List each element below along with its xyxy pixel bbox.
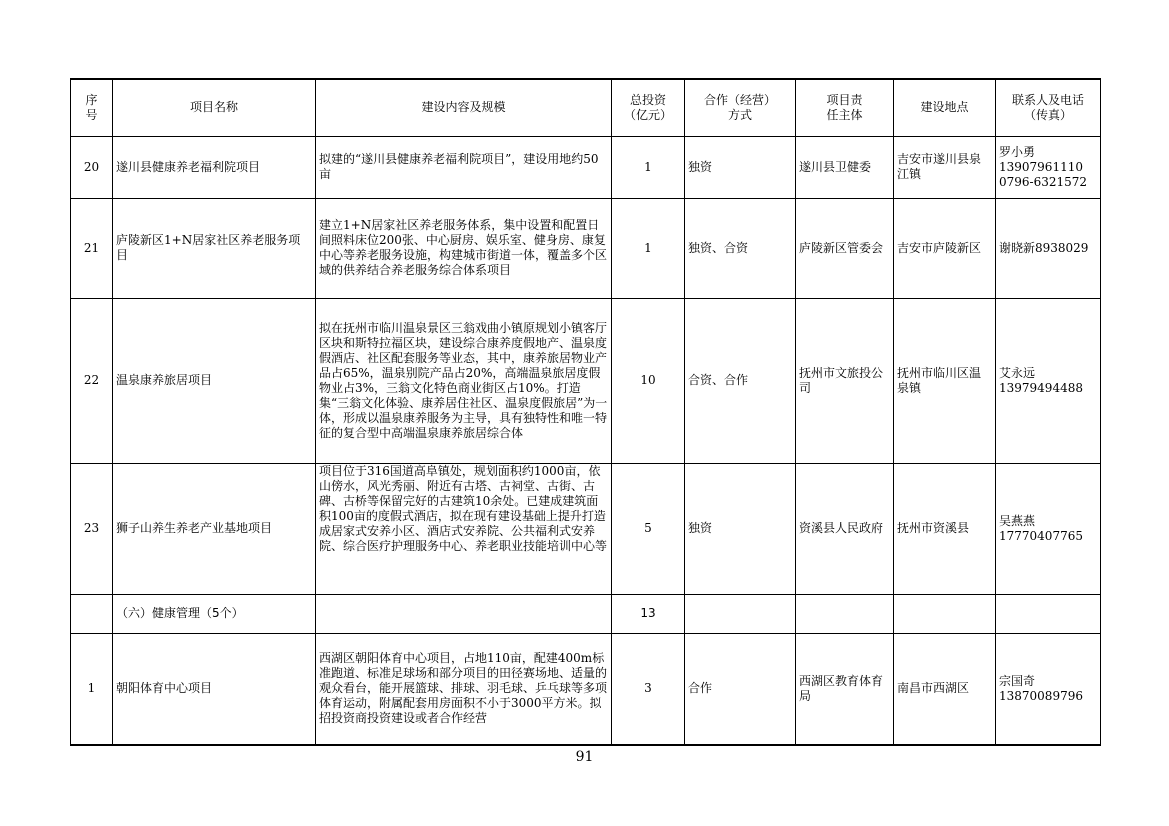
header-contact: 联系人及电话 （传真） <box>996 79 1101 136</box>
row-name: 庐陵新区1+N居家社区养老服务项目 <box>113 198 316 298</box>
row-name: 温泉康养旅居项目 <box>113 298 316 463</box>
row-coop: 独资 <box>685 136 796 198</box>
category-row <box>71 594 1101 633</box>
row-seq: 23 <box>71 463 113 594</box>
row-invest: 1 <box>612 198 685 298</box>
row-coop: 合资、合作 <box>685 298 796 463</box>
header-location: 建设地点 <box>894 79 996 136</box>
row-invest: 3 <box>612 633 685 745</box>
row-contact: 吴燕燕 17770407765 <box>996 463 1101 594</box>
row-seq: 21 <box>71 198 113 298</box>
row-name: 遂川县健康养老福利院项目 <box>113 136 316 198</box>
row-content <box>316 463 612 594</box>
row-location: 抚州市临川区温泉镇 <box>894 298 996 463</box>
header-invest: 总投资 （亿元） <box>612 79 685 136</box>
row-content: 西湖区朝阳体育中心项目，占地110亩，配建400m标准跑道、标准足球场和部分项目的田径赛场地、适量的观众看台，能开展篮球、排球、羽毛球、乒乓球等多项体育运动，附属配套用房面积不小于3000平方米。拟招投资商投资建设或者合作经营 <box>316 633 612 745</box>
row-seq: 22 <box>71 298 113 463</box>
table-row <box>71 463 1101 594</box>
row-seq: 20 <box>71 136 113 198</box>
row-content <box>316 298 612 463</box>
project-table <box>70 78 1101 746</box>
table-row <box>71 136 1101 198</box>
row-contact: 艾永远 13979494488 <box>996 298 1101 463</box>
row-coop: 合作 <box>685 633 796 745</box>
header-content: 建设内容及规模 <box>316 79 612 136</box>
table-row <box>71 633 1101 745</box>
row-invest: 1 <box>612 136 685 198</box>
row-location: 吉安市遂川县泉江镇 <box>894 136 996 198</box>
row-location: 吉安市庐陵新区 <box>894 198 996 298</box>
row-contact: 宗国奇 13870089796 <box>996 633 1101 745</box>
table-row <box>71 298 1101 463</box>
row-owner: 抚州市文旅投公司 <box>796 298 894 463</box>
row-content: 拟建的“遂川县健康养老福利院项目”，建设用地约50亩 <box>316 136 612 198</box>
row-content-text: 拟在抚州市临川温泉景区三翁戏曲小镇原规划小镇客厅区块和斯特拉福区块，建设综合康养度假地产、温泉度假酒店、社区配套服务等业态，其中，康养旅居物业产品占65%，温泉别院产品占20%，高端温泉旅居度假物业占3%，三翁文化特色商业街区占10%。打造集“三翁文化体验、康养居住社区、温泉度假旅居”为一体，形成以温泉康养服务为主导，具有独特性和唯一特征的复合型中高端温泉康养旅居综合体 <box>319 320 608 440</box>
category-coop <box>685 594 796 633</box>
row-owner: 资溪县人民政府 <box>796 463 894 594</box>
row-location: 南昌市西湖区 <box>894 633 996 745</box>
row-location: 抚州市资溪县 <box>894 463 996 594</box>
category-owner <box>796 594 894 633</box>
page-number: 91 <box>575 749 594 765</box>
row-invest: 10 <box>612 298 685 463</box>
row-name: 朝阳体育中心项目 <box>113 633 316 745</box>
row-coop: 独资、合资 <box>685 198 796 298</box>
category-label: （六）健康管理（5个） <box>113 594 316 633</box>
table-header-row <box>71 79 1101 136</box>
row-name: 狮子山养生养老产业基地项目 <box>113 463 316 594</box>
row-coop: 独资 <box>685 463 796 594</box>
row-invest: 5 <box>612 463 685 594</box>
category-invest: 13 <box>612 594 685 633</box>
row-owner: 西湖区教育体育局 <box>796 633 894 745</box>
category-seq <box>71 594 113 633</box>
row-contact: 罗小勇 13907961110 0796-6321572 <box>996 136 1101 198</box>
category-location <box>894 594 996 633</box>
category-content <box>316 594 612 633</box>
table-row <box>71 198 1101 298</box>
header-name: 项目名称 <box>113 79 316 136</box>
header-owner: 项目责 任主体 <box>796 79 894 136</box>
row-owner: 庐陵新区管委会 <box>796 198 894 298</box>
row-content: 建立1+N居家社区养老服务体系，集中设置和配置日间照料床位200张、中心厨房、娱乐室、健身房、康复中心等养老服务设施，构建城市街道一体，覆盖多个区域的供养结合养老服务综合体系项目 <box>316 198 612 298</box>
row-contact: 谢晓新8938029 <box>996 198 1101 298</box>
header-seq: 序 号 <box>71 79 113 136</box>
header-coop: 合作（经营） 方式 <box>685 79 796 136</box>
category-contact <box>996 594 1101 633</box>
row-content-text: 项目位于316国道高阜镇处，规划面积约1000亩，依山傍水，风光秀丽、附近有古塔、古祠堂、古街、古碑、古桥等保留完好的古建筑10余处。已建成建筑面积100亩的度假式酒店，拟在现有建设基础上提升打造成居家式安养小区、酒店式安养院、公共福利式安养院、综合医疗护理服务中心、养老职业技能培训中心等 <box>319 463 608 553</box>
row-owner: 遂川县卫健委 <box>796 136 894 198</box>
row-seq: 1 <box>71 633 113 745</box>
